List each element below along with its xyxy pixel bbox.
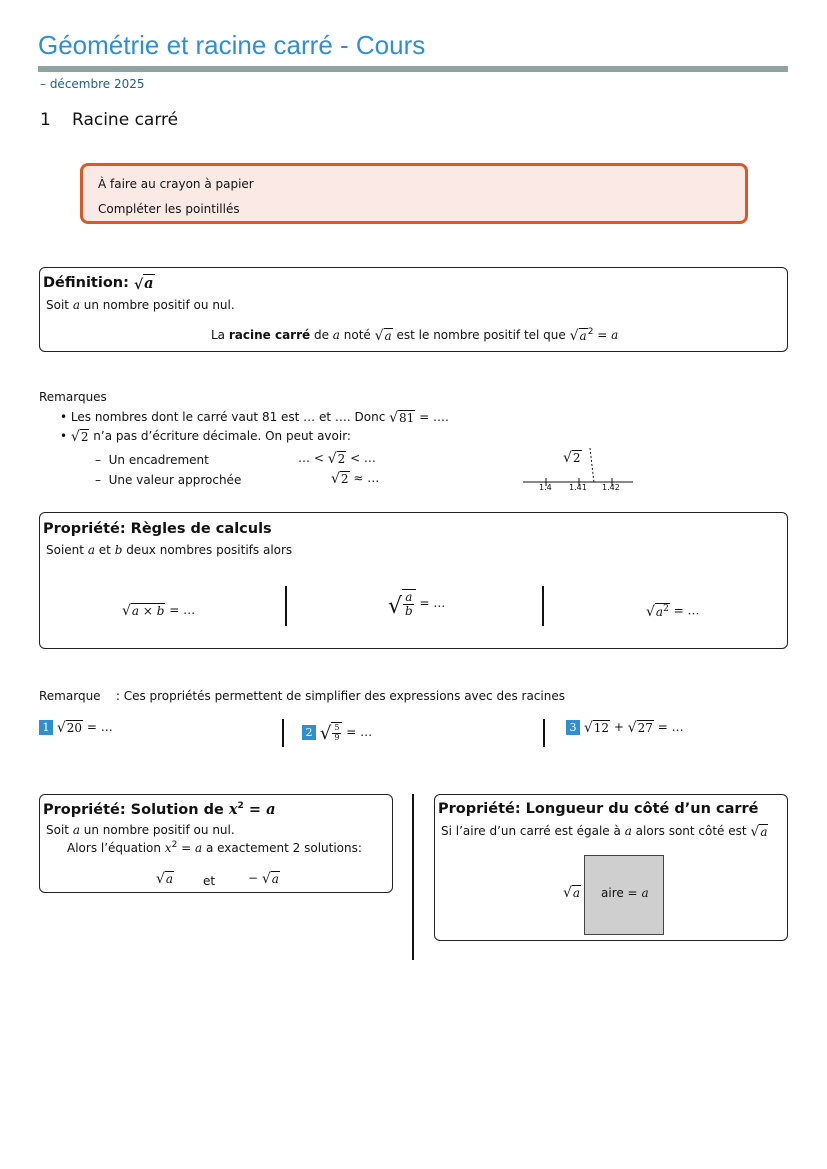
solution-2: [248, 871, 280, 886]
sub2-rad: 2: [340, 472, 349, 486]
remarque-label: Remarque: [39, 689, 101, 703]
sq-side-rad: a: [572, 886, 581, 900]
rule-square: [646, 603, 700, 619]
solution-title-text: Propriété: Solution de: [43, 802, 229, 818]
def-l1-post: un nombre positif ou nul.: [79, 298, 235, 312]
ex1-rad: 20: [66, 721, 83, 735]
rules-intro-b: et: [94, 543, 115, 557]
sqrt-symbol: √ 81: [389, 410, 415, 427]
exercise-number-badge: 3: [566, 720, 580, 735]
rules-title: Propriété: Règles de calculs: [43, 521, 272, 537]
remark1-text: Les nombres dont le carré vaut 81 est … et …. Donc: [70, 410, 390, 425]
def-l1-pre: Soit: [46, 298, 73, 312]
solution-title: [43, 801, 275, 818]
sol-l2-post: a exactement 2 solutions:: [202, 841, 362, 855]
sqrt-symbol: √ a: [133, 275, 154, 293]
remarque-text: : Ces propriétés permettent de simplifier des expressions avec des racines: [112, 689, 565, 703]
exercise-2: [302, 722, 372, 743]
ex2-num: 5: [334, 723, 340, 732]
separator: [285, 586, 287, 626]
sol-l1-pre: Soit: [46, 823, 73, 837]
sqrt-symbol: √ 20: [56, 720, 83, 737]
ex1-post: = …: [83, 720, 113, 735]
solution-property-box: [39, 794, 393, 893]
sol-l1-var: a: [72, 823, 80, 837]
def-l2-var2: a: [611, 328, 619, 342]
remark-item-2: [60, 429, 351, 444]
solution-1: [156, 871, 174, 886]
sqrt-symbol: √ a: [563, 885, 581, 902]
rule3-exp: 2: [663, 604, 669, 614]
exercise-1: [39, 720, 113, 735]
square-title: Propriété: Longueur du côté d’un carré: [438, 801, 759, 817]
sol2-var: a: [271, 872, 279, 886]
rule2-num: a: [405, 590, 413, 604]
rule-quotient: [388, 589, 445, 618]
remarque-line: [39, 689, 565, 703]
def-l2-var: a: [332, 328, 340, 342]
ex2-fraction: [332, 724, 341, 743]
solution-line1: [46, 823, 235, 837]
area-var: a: [641, 886, 649, 900]
separator: [542, 586, 544, 626]
sqrt-symbol: √ 12: [583, 720, 610, 737]
definition-title-var: a: [144, 275, 154, 292]
calculation-rules-box: [39, 512, 788, 649]
rules-intro-a: Soient: [46, 543, 88, 557]
definition-box: [39, 267, 788, 352]
ex3-rad2: 27: [637, 721, 653, 735]
sqrt-symbol: √ a: [569, 328, 587, 345]
rule2-den: b: [405, 604, 413, 619]
rule2-post: = …: [415, 596, 446, 611]
def-l2-c: noté: [339, 328, 375, 342]
solution-title-exp: 2: [237, 801, 244, 812]
remark1-rad: 81: [399, 411, 415, 425]
sub2-formula: [331, 471, 379, 486]
sol-l2-x: x: [164, 841, 172, 855]
bullet: •: [60, 410, 68, 425]
def-l2-a: La: [211, 328, 229, 342]
tick-label-1: 1.4: [539, 483, 552, 492]
solution-line2: [67, 840, 362, 855]
sub2-label: Une valeur approchée: [108, 473, 242, 487]
area-label: aire =: [601, 886, 642, 900]
def-l2-bold: racine carré: [228, 328, 311, 342]
separator: [543, 719, 545, 747]
square-line: [441, 824, 768, 839]
solution-and: et: [203, 874, 216, 888]
tick-label-2: 1.41: [569, 483, 587, 492]
sq-line-rad: a: [760, 825, 768, 839]
tick-label-3: 1.42: [602, 483, 620, 492]
numberline-rad: 2: [572, 451, 581, 465]
sqrt-symbol: √ a × b: [122, 603, 165, 620]
sub1-formula: [298, 451, 376, 466]
def-l2-rad2: a: [579, 328, 587, 343]
ex3-plus: +: [610, 720, 628, 735]
rule1-post: = …: [165, 603, 196, 618]
rule1-a: a: [131, 604, 140, 618]
definition-title-text: Définition:: [43, 274, 134, 291]
sq-line-var: a: [624, 824, 632, 839]
ex2-post: = …: [342, 724, 373, 739]
solution-title-var: a: [266, 801, 276, 818]
rules-intro-c: deux nombres positifs alors: [122, 543, 293, 557]
separator: [282, 719, 284, 747]
section-heading: [40, 110, 178, 130]
dash: –: [95, 453, 101, 467]
square-area-label: [601, 886, 649, 900]
sqrt-symbol: √ a: [750, 824, 768, 841]
sqrt-symbol: √ 2: [327, 451, 346, 468]
sqrt-symbol: √ $\frac{a}{b}$: [388, 589, 416, 618]
exercise-number-badge: 2: [302, 725, 316, 740]
rules-intro: [46, 543, 292, 557]
page-title: Géométrie et racine carré - Cours: [38, 30, 426, 60]
bullet: •: [60, 429, 68, 444]
ex3-rad1: 12: [593, 721, 610, 735]
definition-line2: [211, 327, 618, 343]
sol1-var: a: [165, 872, 174, 886]
sqrt-symbol: √ $\frac{5}{9}$: [320, 722, 343, 743]
sol-l1-post: un nombre positif ou nul.: [79, 823, 235, 837]
remark-item-1: [60, 410, 449, 425]
pencil-note-box: [80, 163, 748, 224]
rule-product: [122, 603, 195, 618]
sqrt-symbol: √ a: [374, 328, 392, 345]
sqrt-symbol: √ a: [156, 871, 174, 888]
sqrt2-marker: [590, 448, 594, 483]
document-date: – décembre 2025: [40, 77, 145, 91]
solution-title-x: x: [228, 801, 238, 818]
exercise-3: [566, 720, 684, 735]
sqrt-symbol: √ a: [261, 871, 279, 888]
def-l2-exp: 2: [587, 327, 594, 337]
sqrt-symbol: √ 27: [627, 720, 653, 737]
definition-line1: [46, 298, 235, 312]
rule1-b: b: [156, 604, 165, 618]
ex3-post: = …: [653, 720, 684, 735]
section-number: 1: [40, 110, 51, 130]
definition-title: [43, 274, 155, 292]
sq-line-pre: Si l’aire d’un carré est égale à: [441, 824, 625, 839]
sol-l2-exp: 2: [171, 840, 178, 850]
sol-l2-var: a: [195, 841, 203, 855]
sqrt-symbol: √ $a^2$: [646, 604, 669, 621]
square-side-label: [563, 885, 581, 900]
remark2-text: n’a pas d’écriture décimale. On peut avoir:: [89, 429, 351, 444]
sqrt-symbol: √ 2: [563, 450, 581, 467]
pencil-note-heading: À faire au crayon à papier: [98, 177, 254, 191]
rule1-times: ×: [139, 604, 157, 618]
pencil-note-body: Compléter les pointillés: [98, 202, 240, 216]
sub2-right: ≈ …: [349, 471, 380, 486]
def-l2-eq: =: [593, 328, 612, 342]
sub1-rad: 2: [337, 452, 346, 466]
def-l1-var: a: [72, 298, 80, 312]
title-rule: [38, 66, 788, 72]
sol-l2-pre: Alors l’équation: [67, 841, 165, 855]
rule3-post: = …: [669, 603, 700, 618]
exercise-number-badge: 1: [39, 720, 53, 735]
def-l2-b: de: [310, 328, 333, 342]
rule2-fraction: [403, 591, 415, 618]
section-title: Racine carré: [72, 110, 179, 130]
sub1-right: < …: [346, 451, 376, 466]
ex2-den: 9: [334, 732, 340, 742]
sqrt-symbol: √ 2: [70, 429, 89, 446]
def-l2-rad: a: [384, 328, 392, 343]
remark-sub-2: [95, 473, 241, 487]
remark1-post: = ….: [415, 410, 449, 425]
remarks-heading: Remarques: [39, 390, 107, 404]
sqrt-symbol: √ 2: [331, 471, 349, 488]
remark-sub-1: [95, 453, 209, 467]
sol-l2-eq: =: [177, 841, 195, 855]
dash: –: [95, 473, 101, 487]
sub1-label: Un encadrement: [108, 453, 209, 467]
solution-title-eq: =: [243, 801, 267, 818]
rules-intro-var1: a: [87, 543, 95, 557]
sub1-left: … <: [298, 451, 328, 466]
column-separator: [412, 794, 414, 960]
def-l2-d: est le nombre positif tel que: [392, 328, 570, 342]
rule3-var: a: [655, 605, 664, 619]
sol2-minus: −: [248, 871, 262, 886]
sq-line-mid: alors sont côté est: [631, 824, 751, 839]
rules-intro-var2: b: [114, 543, 123, 557]
remark2-rad: 2: [80, 430, 89, 444]
